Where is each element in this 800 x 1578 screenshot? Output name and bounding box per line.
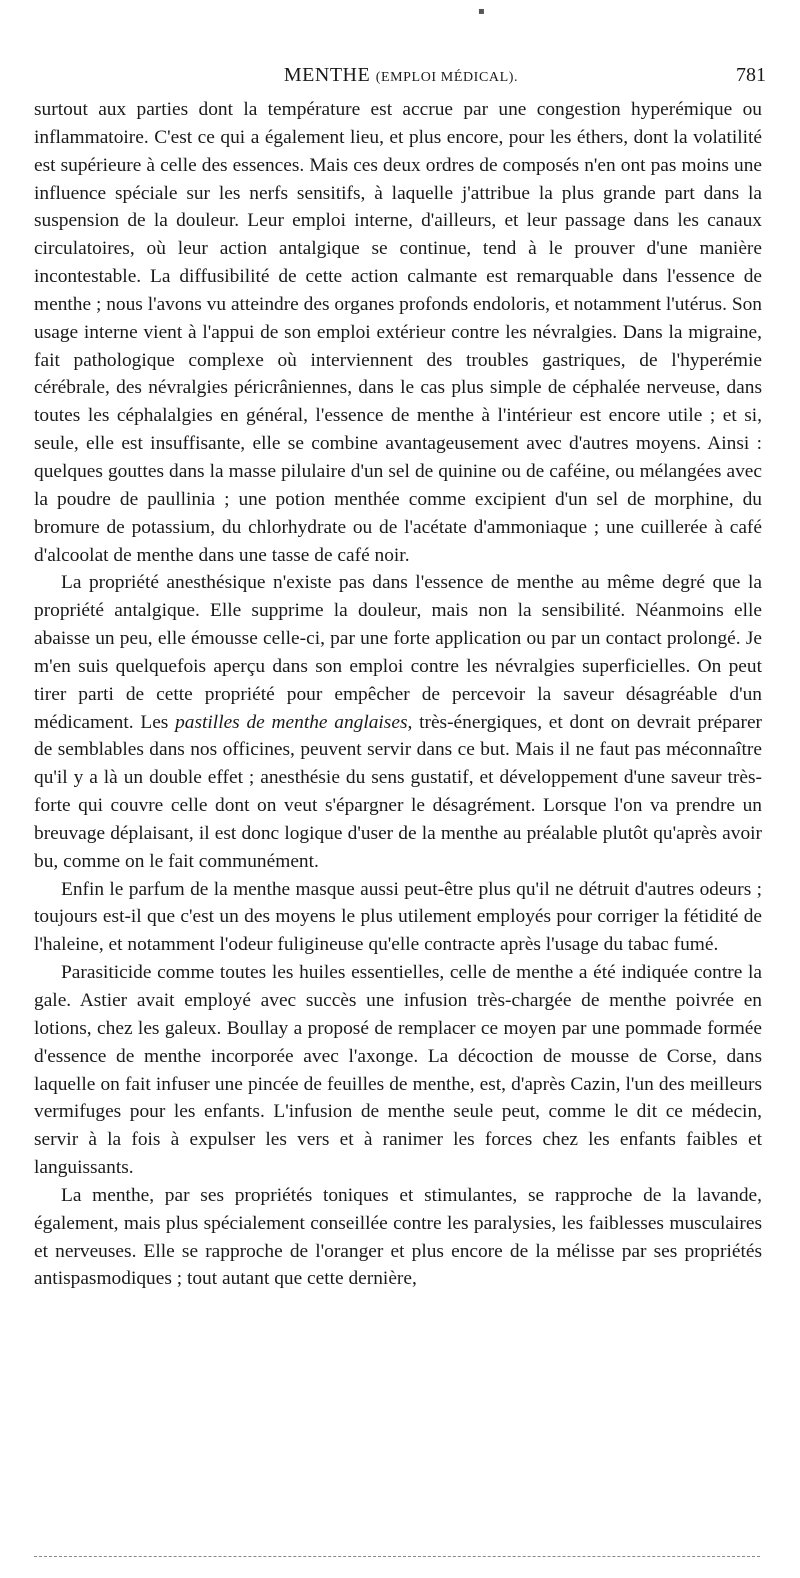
paragraph-continuation: surtout aux parties dont la température est accrue par une congestion hyperémique ou inflammatoire. C'est ce qui a également lieu, et plus encore, pour les éthers, dont la volatilité est supérieure à celle des essences. Mais ces deux ordres de composés n'en ont pas moins une influence spéciale sur les nerfs sensitifs, à laquelle j'attribue la plus grande part dans la suspension de la douleur. Leur emploi interne, d'ailleurs, et leur passage dans les canaux circulatoires, où leur action antalgique se continue, tend à le prouver d'une manière incontestable. La diffusibilité de cette action calmante est remarquable dans l'essence de menthe ; nous l'avons vu atteindre des organes profonds endoloris, et notamment l'utérus. Son usage interne vient à l'appui de son emploi extérieur contre les névralgies. Dans la migraine, fait pathologique complexe où interviennent des troubles gastriques, de l'hyperémie cérébrale, des névralgies péricrâniennes, dans le cas plus simple de céphalée nerveuse, dans toutes les céphalalgies en général, l'essence de menthe à l'intérieur est encore utile ; et si, seule, elle est insuffisante, elle se combine avantageusement avec d'autres moyens. Ainsi : quelques gouttes dans la masse pilulaire d'un sel de quinine ou de caféine, ou mélangées avec la poudre de paullinia ; une potion menthée comme excipient d'un sel de morphine, du bromure de potassium, du chlorhydrate ou de l'acétate d'ammoniaque ; une cuillerée à café d'alcoolat de menthe dans une tasse de café noir. <box>34 99 762 566</box>
running-title <box>30 64 772 87</box>
paragraph-text: , très-énergiques, et dont on devrait préparer de semblables dans nos officines, peuvent servir dans ce but. Mais il ne faut pas méconnaître qu'il y a là un double effet ; anesthésie du sens gustatif, et développement d'une saveur très-forte qui couvre celle dont on veut s'épargner le désagrément. Lorsque l'on va prendre un breuvage déplaisant, il est donc logique d'user de la menthe au préalable plutôt qu'après avoir bu, comme on le fait communément. <box>34 711 763 872</box>
paragraph-parasiticide: Parasiticide comme toutes les huiles essentielles, celle de menthe a été indiquée contre la gale. Astier avait employé avec succès une infusion très-chargée de menthe poivrée en lotions, chez les galeux. Boullay a proposé de remplacer ce moyen par une pommade formée d'essence de menthe incorporée avec l'axonge. La décoction de mousse de Corse, dans laquelle on fait infuser une pincée de feuilles de menthe, est, d'après Cazin, l'un des meilleurs vermifuges pour les enfants. L'infusion de menthe seule peut, comme le dit ce médecin, servir à la fois à expulser les vers et à ranimer les forces chez les enfants faibles et languissants. <box>34 962 762 1179</box>
paragraph-parfum: Enfin le parfum de la menthe masque aussi peut-être plus qu'il ne détruit d'autres odeurs ; toujours est-il que c'est un des moyens le plus utilement employés pour corriger la fétidité de l'haleine, et notamment l'odeur fuligineuse qu'elle contracte après l'usage du tabac fumé. <box>34 878 762 956</box>
bottom-dashed-rule <box>34 1556 760 1557</box>
paragraph-anesthesique <box>34 569 762 875</box>
page-number: 781 <box>736 64 766 86</box>
main-text <box>34 96 762 1293</box>
paragraph-toniques: La menthe, par ses propriétés toniques et stimulantes, se rapproche de la lavande, également, mais plus spécialement conseillée contre les paralysies, les faiblesses musculaires et nerveuses. Elle se rapproche de l'oranger et plus encore de la mélisse par ses propriétés antispasmodiques ; tout autant que cette dernière, <box>34 1184 762 1290</box>
running-header <box>30 64 772 94</box>
running-title-main: MENTHE <box>283 64 371 86</box>
running-title-sub: (EMPLOI MÉDICAL). <box>375 70 519 85</box>
print-mark: ▪ <box>478 6 485 17</box>
paragraph-text: La propriété anesthésique n'existe pas dans l'essence de menthe au même degré que la propriété antalgique. Elle supprime la douleur, mais non la sensibilité. Néanmoins elle abaisse un peu, elle émousse celle-ci, par une forte application ou par un contact prolongé. Je m'en suis quelquefois aperçu dans son emploi contre les névralgies superficielles. On peut tirer parti de cette propriété pour empêcher de percevoir la saveur désagréable d'un médicament. Les <box>34 572 762 733</box>
italic-term: pastilles de menthe anglaises <box>175 711 408 733</box>
